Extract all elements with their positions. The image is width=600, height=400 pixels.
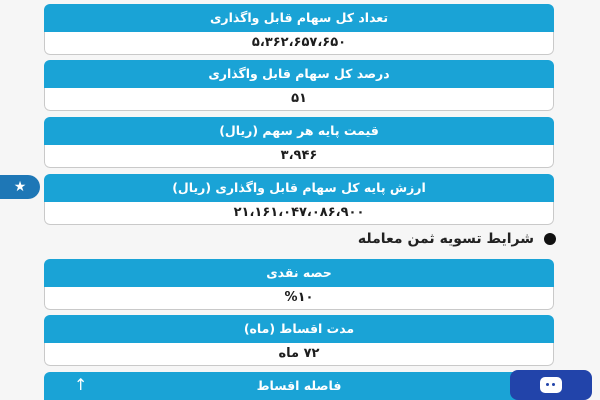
- chat-icon: [540, 377, 562, 393]
- section-heading: [358, 231, 556, 247]
- field-value: ۵۱: [44, 88, 554, 111]
- scroll-top-button[interactable]: [74, 376, 87, 394]
- star-tab-button[interactable]: [0, 175, 40, 199]
- bullet-icon: [544, 233, 556, 245]
- field-label: ارزش پایه کل سهام قابل واگذاری (ریال): [44, 174, 554, 202]
- field-card-base-price: [44, 117, 554, 168]
- field-card-cash-portion: [44, 259, 554, 310]
- field-card-total-shares: [44, 4, 554, 55]
- field-value: ۵،۳۶۲،۶۵۷،۶۵۰: [44, 32, 554, 55]
- star-icon: ★: [13, 179, 27, 195]
- field-label: تعداد کل سهام قابل واگذاری: [44, 4, 554, 32]
- field-label: فاصله اقساط: [44, 372, 554, 400]
- section-title: شرایط تسویه ثمن معامله: [357, 231, 534, 247]
- field-label: قیمت پایه هر سهم (ریال): [44, 117, 554, 145]
- field-value: ۷۲ ماه: [44, 343, 554, 366]
- field-card-share-percent: [44, 60, 554, 111]
- field-card-installment-interval: [44, 372, 554, 400]
- field-label: مدت اقساط (ماه): [44, 315, 554, 343]
- field-value: %۱۰: [44, 287, 554, 310]
- chat-button[interactable]: [510, 370, 592, 400]
- field-card-total-base-value: [44, 174, 554, 225]
- field-value: ۳،۹۴۶: [44, 145, 554, 168]
- arrow-up-icon: ↑: [74, 375, 88, 394]
- field-value: ۲۱،۱۶۱،۰۴۷،۰۸۶،۹۰۰: [44, 202, 554, 225]
- field-label: درصد کل سهام قابل واگذاری: [44, 60, 554, 88]
- field-card-installment-duration: [44, 315, 554, 366]
- field-label: حصه نقدی: [44, 259, 554, 287]
